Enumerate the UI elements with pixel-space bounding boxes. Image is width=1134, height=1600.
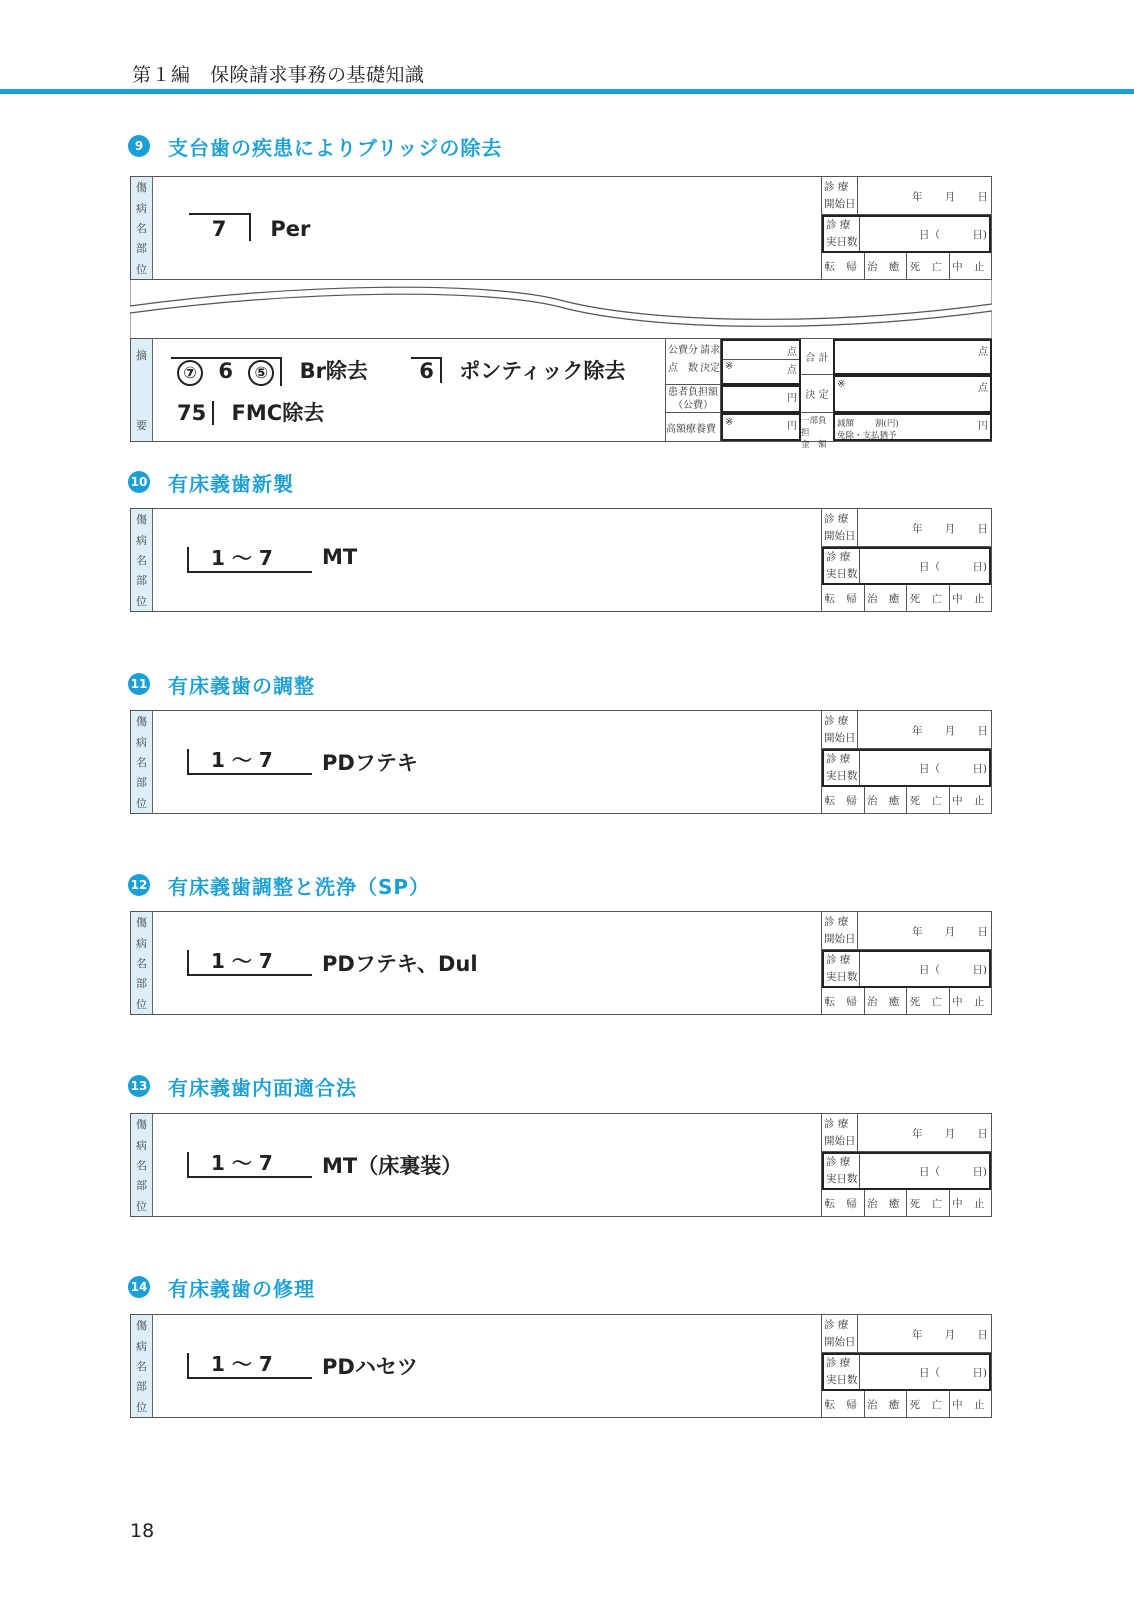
section-heading (128, 669, 315, 699)
tooth-notation: 7 Per (189, 213, 310, 241)
section-heading (128, 467, 294, 497)
section-number-badge: 12 (128, 874, 150, 896)
points-table: 公費分 点 数 請求 決定 点 ※ 点 合 計 点 患者負担額 （公費） 円 決 定 ※ 点 高額療養費 ※ 円 一部負担 金 額 減額 割(円) 免除・支払猶予 円 (665, 339, 992, 441)
tooth-range: 1 ～ 7 (187, 749, 312, 775)
page-header-title: 第１編 保険請求事務の基礎知識 (132, 64, 425, 86)
treatment-info-block: 診 療 開始日 年 月 日 診 療 実日数 日（ 日) 転 帰 治 癒 死 亡 中 止 (821, 177, 991, 279)
diagnosis-side-label: 傷 病 名 部 位 (131, 1315, 153, 1417)
summary-side-label: 摘 要 (131, 339, 153, 441)
section-number-badge: 10 (128, 471, 150, 493)
summary-line-1: ⑦ 6 ⑤ Br除去 6 ポンティック除去 (171, 355, 626, 386)
diagnosis-form (130, 1314, 992, 1418)
treatment-info-block: 診 療 開始日 年 月 日 診 療 実日数 日（ 日) 転 帰 治 癒 死 亡 中 止 (821, 912, 991, 1014)
section-number-badge: 11 (128, 673, 150, 695)
section-title: 有床義歯内面適合法 (168, 1075, 357, 1100)
diagnosis-form (130, 176, 992, 280)
section-heading (128, 1071, 357, 1101)
section-title: 有床義歯の修理 (168, 1276, 315, 1301)
section-number-badge: 9 (128, 135, 150, 157)
form-break-wave (130, 280, 992, 338)
diagnosis-form (130, 1113, 992, 1217)
procedure-text: PDフテキ (322, 751, 418, 775)
procedure-text: PDハセツ (322, 1355, 418, 1379)
treatment-info-block: 診 療 開始日 年 月 日 診 療 実日数 日（ 日) 転 帰 治 癒 死 亡 中 止 (821, 711, 991, 813)
procedure-text: MT (322, 545, 358, 569)
header-rule (0, 89, 1134, 94)
diagnosis-text: Per (270, 217, 311, 241)
diagnosis-form (130, 508, 992, 612)
section-title: 有床義歯調整と洗浄（SP） (168, 874, 431, 899)
summary-form (130, 338, 992, 450)
tooth-range: 1 ～ 7 (187, 1152, 312, 1178)
treatment-info-block: 診 療 開始日 年 月 日 診 療 実日数 日（ 日) 転 帰 治 癒 死 亡 中 止 (821, 509, 991, 611)
tooth-range: 1 ～ 7 (187, 950, 312, 976)
procedure-text: MT（床裏装） (322, 1154, 463, 1178)
section-title: 支台歯の疾患によりブリッジの除去 (168, 135, 503, 160)
section-number-badge: 13 (128, 1075, 150, 1097)
diagnosis-side-label: 傷 病 名 部 位 (131, 711, 153, 813)
diagnosis-side-label: 傷 病 名 部 位 (131, 509, 153, 611)
diagnosis-form (130, 710, 992, 814)
section-title: 有床義歯の調整 (168, 673, 315, 698)
treatment-info-block: 診 療 開始日 年 月 日 診 療 実日数 日（ 日) 転 帰 治 癒 死 亡 中 止 (821, 1114, 991, 1216)
section-heading (128, 870, 430, 900)
tooth-range: 1 ～ 7 (187, 1353, 312, 1379)
diagnosis-side-label: 傷 病 名 部 位 (131, 1114, 153, 1216)
diagnosis-form (130, 911, 992, 1015)
procedure-text: PDフテキ、Dul (322, 952, 478, 976)
diagnosis-side-label: 傷 病 名 部 位 (131, 177, 153, 279)
diagnosis-side-label: 傷 病 名 部 位 (131, 912, 153, 1014)
summary-line-2: 75 FMC除去 (177, 401, 325, 425)
section-heading (128, 1272, 315, 1302)
section-9-heading (128, 131, 502, 161)
section-title: 有床義歯新製 (168, 471, 294, 496)
section-number-badge: 14 (128, 1276, 150, 1298)
treatment-info-block: 診 療 開始日 年 月 日 診 療 実日数 日（ 日) 転 帰 治 癒 死 亡 中 止 (821, 1315, 991, 1417)
page-number: 18 (130, 1520, 155, 1542)
tooth-range: 1 ～ 7 (187, 547, 312, 573)
